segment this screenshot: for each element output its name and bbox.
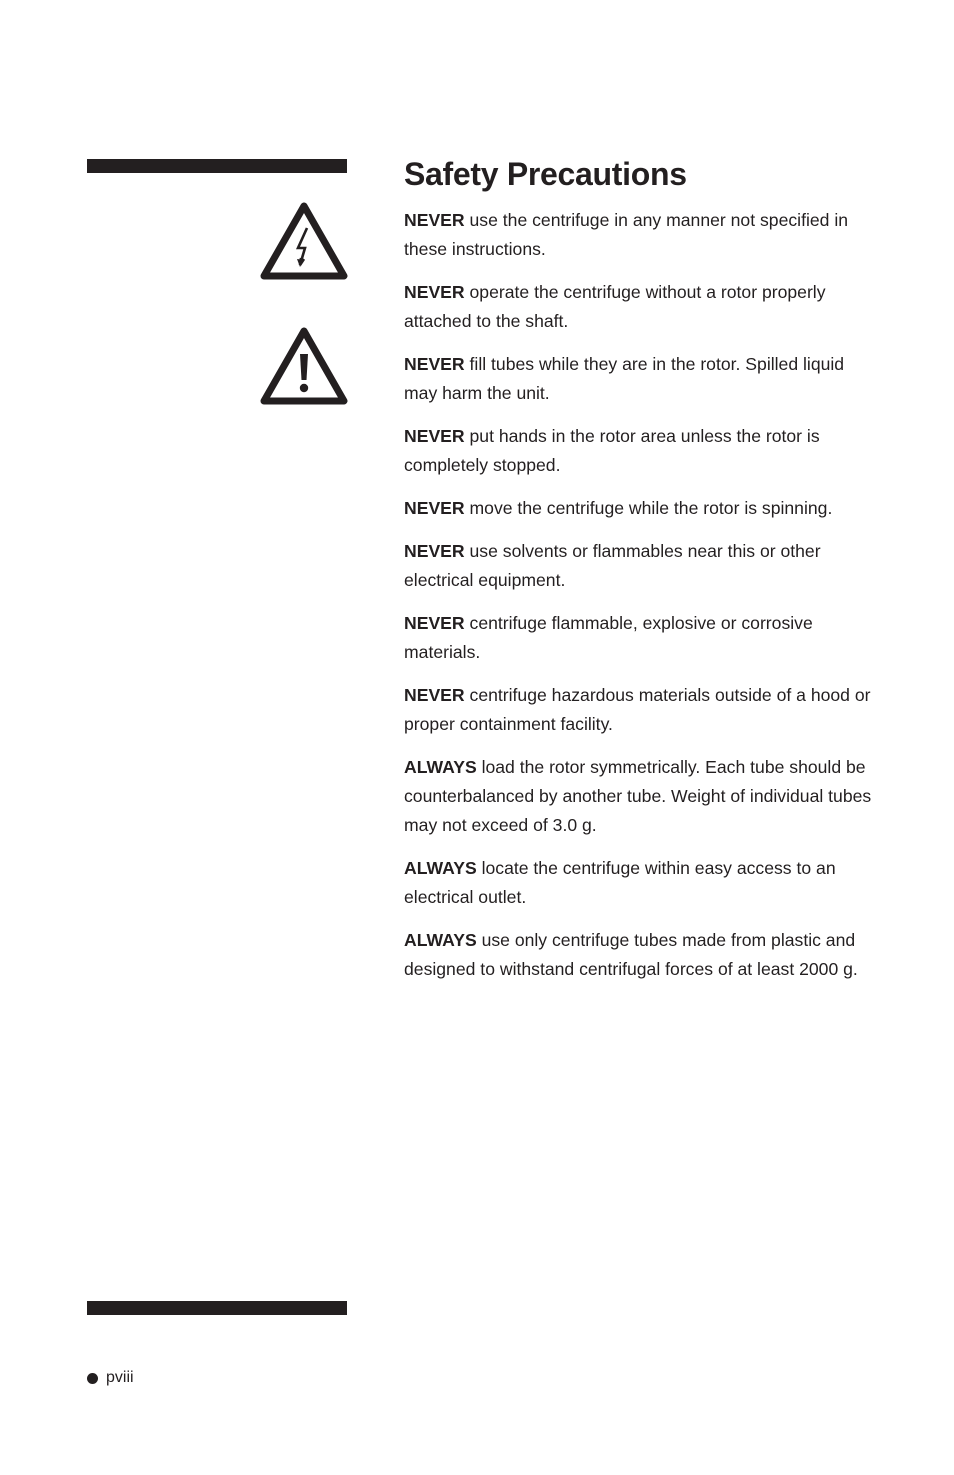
bullet-icon: [87, 1373, 98, 1384]
precaution-keyword: NEVER: [404, 210, 465, 230]
precaution-item: [404, 206, 874, 264]
precaution-item: [404, 681, 874, 739]
page-title: Safety Precautions: [404, 156, 687, 192]
precaution-item: [404, 537, 874, 595]
safety-section: [404, 152, 874, 998]
precaution-text: use solvents or flammables near this or other electrical equipment.: [404, 541, 821, 590]
precaution-keyword: NEVER: [404, 498, 465, 518]
precaution-text: put hands in the rotor area unless the rotor is completely stopped.: [404, 426, 820, 475]
precaution-text: centrifuge hazardous materials outside of a hood or proper containment facility.: [404, 685, 871, 734]
page-number: pviii: [106, 1369, 134, 1386]
precaution-text: locate the centrifuge within easy access to an electrical outlet.: [404, 858, 836, 907]
precaution-item: [404, 926, 874, 984]
precaution-text: load the rotor symmetrically. Each tube should be counterbalanced by another tube. Weight of individual tubes may not exceed of 3.0 g.: [404, 757, 872, 835]
top-divider-bar: [87, 159, 347, 173]
precaution-text: operate the centrifuge without a rotor properly attached to the shaft.: [404, 282, 826, 331]
precaution-keyword: NEVER: [404, 613, 465, 633]
page-footer: [87, 1366, 134, 1390]
precaution-item: [404, 753, 874, 840]
precaution-item: [404, 422, 874, 480]
general-warning-icon: [260, 327, 348, 405]
precaution-text: centrifuge flammable, explosive or corrosive materials.: [404, 613, 813, 662]
precaution-keyword: NEVER: [404, 354, 465, 374]
precaution-keyword: NEVER: [404, 541, 465, 561]
precaution-text: move the centrifuge while the rotor is spinning.: [469, 498, 833, 518]
precaution-item: [404, 278, 874, 336]
precaution-item: [404, 494, 874, 523]
precaution-keyword: NEVER: [404, 282, 465, 302]
precaution-keyword: ALWAYS: [404, 930, 477, 950]
precaution-item: [404, 609, 874, 667]
precaution-keyword: NEVER: [404, 426, 465, 446]
precaution-keyword: ALWAYS: [404, 757, 477, 777]
precaution-item: [404, 350, 874, 408]
bottom-divider-bar: [87, 1301, 347, 1315]
precaution-text: use only centrifuge tubes made from plastic and designed to withstand centrifugal forces of at least 2000 g.: [404, 930, 858, 979]
precaution-keyword: NEVER: [404, 685, 465, 705]
precautions-list: [404, 206, 874, 984]
precaution-text: use the centrifuge in any manner not specified in these instructions.: [404, 210, 849, 259]
electrical-hazard-icon: [260, 202, 348, 280]
precaution-text: fill tubes while they are in the rotor. Spilled liquid may harm the unit.: [404, 354, 845, 403]
precaution-keyword: ALWAYS: [404, 858, 477, 878]
precaution-item: [404, 854, 874, 912]
